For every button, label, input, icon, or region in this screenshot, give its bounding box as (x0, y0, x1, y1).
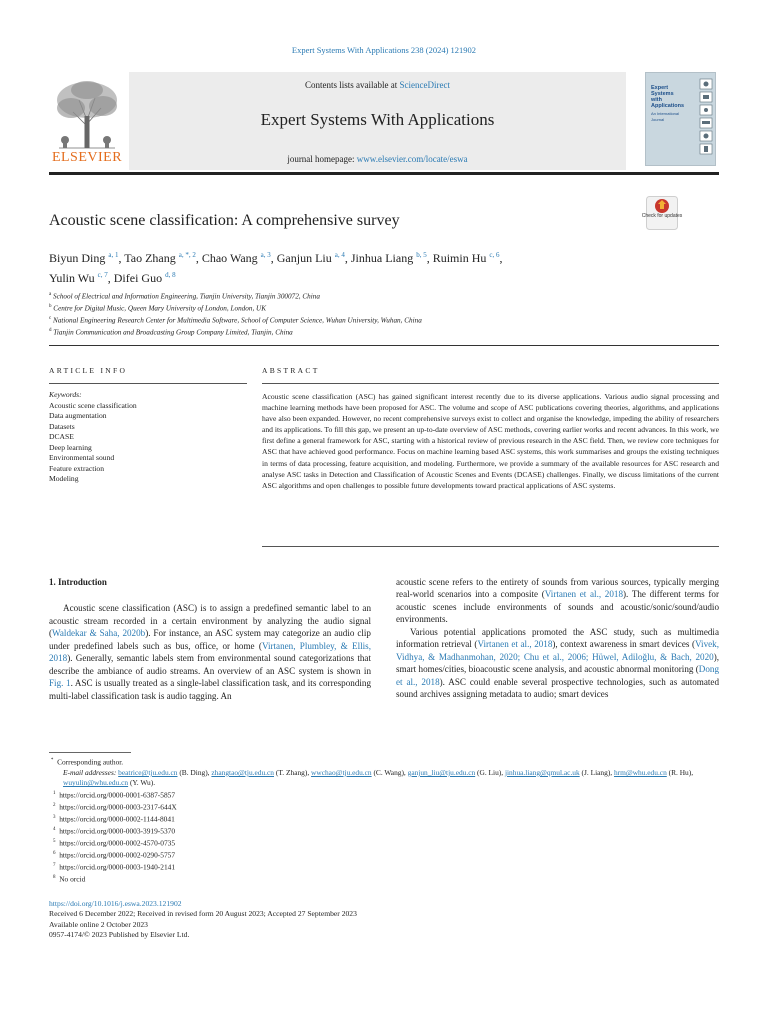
author-name: Jinhua Liang (350, 251, 414, 265)
citation-link[interactable]: Dong et al., 2018 (396, 664, 719, 687)
email-owner: (G. Liu), (475, 767, 505, 777)
abstract-heading: ABSTRACT (262, 366, 320, 375)
email-link[interactable]: jinhua.liang@qmul.ac.uk (504, 767, 580, 777)
orcid-footnote (49, 849, 719, 861)
author-name: Yulin Wu (49, 271, 95, 285)
keyword: Datasets (49, 421, 75, 431)
email-owner: (C. Wang), (371, 767, 408, 777)
section-heading: 1. Introduction (49, 577, 107, 587)
citation-link[interactable]: Virtanen et al., 2018 (477, 639, 553, 650)
author-sup[interactable]: c, 7 (97, 271, 108, 279)
orcid-text[interactable]: https://orcid.org/0000-0001-6387-5857 (55, 790, 176, 800)
author-sup[interactable]: b, 5 (416, 251, 427, 259)
affiliation (49, 290, 709, 302)
keyword: Acoustic scene classification (49, 400, 137, 410)
footnote-number: 5 (53, 838, 56, 844)
text-run: Various potential applications promoted the ASC study, such as multimedia information retrieval ( (396, 626, 719, 650)
email-link[interactable]: ganjun_liu@tju.edu.cn (407, 767, 476, 777)
received-dates: Received 6 December 2022; Received in revised form 20 August 2023; Accepted 27 September 2023 (49, 909, 357, 919)
orcid-footnote (49, 837, 719, 849)
masthead (49, 70, 713, 171)
citation-link[interactable]: Waldekar & Saha, 2020b (52, 628, 146, 639)
cover-line: Applications (651, 103, 685, 109)
affiliation-sup: c (49, 315, 52, 321)
cover-title (651, 85, 691, 123)
contents-prefix: Contents lists available at (305, 80, 400, 90)
online-date: Available online 2 October 2023 (49, 919, 148, 929)
orcid-text[interactable]: https://orcid.org/0000-0002-0290-5757 (55, 850, 176, 860)
orcid-text[interactable]: https://orcid.org/0000-0003-2317-644X (55, 802, 177, 812)
email-label: E-mail addresses: (63, 767, 119, 777)
text-run: acoustic scene refers to the entirety of sounds from various sources, typically merging real-world scenarios into a composite ( (396, 577, 719, 600)
author[interactable] (114, 271, 176, 285)
article-info-rule (49, 383, 247, 384)
footnote-number: 6 (53, 850, 56, 856)
orcid-list (49, 789, 719, 885)
abstract-rule (262, 383, 719, 384)
email-link[interactable]: wuyulin@whu.edu.cn (63, 778, 129, 788)
orcid-footnote (49, 789, 719, 801)
article-title: Acoustic scene classification: A comprehensive survey (49, 212, 400, 229)
doi-link[interactable]: https://doi.org/10.1016/j.eswa.2023.121902 (49, 899, 182, 908)
homepage-line (129, 154, 626, 164)
author-name: Difei Guo (113, 271, 163, 285)
publisher-name: ELSEVIER (51, 150, 123, 165)
text-run: ). For instance, an ASC system may categorize an audio clip under predefined labels such as bus, office, or home ( (49, 628, 371, 651)
cover-line: with (651, 97, 662, 103)
article-meta (49, 899, 549, 941)
keyword: Environmental sound (49, 453, 115, 462)
footnote-corresponding: * Corresponding author. (50, 757, 124, 767)
journal-reference[interactable]: Expert Systems With Applications 238 (2024) 121902 (291, 45, 477, 55)
orcid-footnote (49, 813, 719, 825)
keyword: Deep learning (49, 442, 92, 452)
author[interactable] (49, 251, 118, 265)
paragraph (396, 626, 719, 701)
paragraph (49, 602, 371, 702)
homepage-link[interactable]: www.elsevier.com/locate/eswa (356, 154, 468, 164)
affiliation-text: School of Electrical and Information Engineering, Tianjin University, Tianjin 300072, China (53, 292, 320, 301)
author-list: Biyun Ding $^{a, 1}$, Tao Zhang $^{a, *, 2}$, Chao Wang $^{a, 3}$, Ganjun Liu $^{a, 4}$, Jinhua Liang $^{b, 5}$, Ruimin Hu $^{c, 6}$, Yulin Wu $^{c, 7}$, Difei Guo $^{d, 8}$ (49, 251, 503, 285)
affiliations (49, 290, 709, 338)
author-sup[interactable]: a, *, 2 (178, 251, 196, 259)
homepage-prefix: journal homepage: (287, 154, 357, 164)
orcid-text[interactable]: https://orcid.org/0000-0002-1144-8041 (55, 814, 175, 824)
sciencedirect-link[interactable]: ScienceDirect (399, 80, 450, 90)
author[interactable] (202, 251, 271, 265)
author-sup[interactable]: a, 1 (108, 251, 119, 259)
author[interactable] (49, 271, 108, 285)
affiliation (49, 326, 709, 338)
orcid-footnote (49, 825, 719, 837)
affiliation-text: Centre for Digital Music, Queen Mary University of London, London, UK (53, 304, 267, 313)
orcid-text[interactable]: https://orcid.org/0000-0002-4570-0735 (55, 838, 176, 848)
orcid-footnote (49, 861, 719, 873)
text-run: ), context awareness in smart devices ( (552, 639, 696, 650)
author-name: Tao Zhang (124, 251, 176, 265)
text-run: ). The different terms for acoustic scenes include environments of sounds and acoustic/sonic/sound/audio environments. (396, 589, 719, 625)
author[interactable] (277, 251, 345, 265)
affiliation (49, 302, 709, 314)
abstract-text: Acoustic scene classification (ASC) has gained significant interest recently due to its diverse applications. Various audio signal processing and machine learning methods have been proposed for ASC. The volume and scope of ASC publications covering theories, algorithms, and applications have also been expanded. However, no recent comprehensive surveys exist to collect and organise the knowledge, impeding the ability of researchers and its applications. To fill this gap, we present an up-to-date overview of ASC methods, covering earlier works and recent advances. In this work, we first define a general framework for ASC, starting with a historical review of previous research in the ASC field. Then, we review core techniques for ASC that have achieved good performance. Focus on machine learning based ASC systems, this work summarises and groups the existing techniques in terms of data processing, feature acquisition, and modeling. Furthermore, we provide a summary of the available resources for ASC research and analyse ASC tasks in Detection and Classification of Acoustic Scenes and Events (DCASE) challenges. Finally, we discuss limitations of the current ASC algorithms and open challenges to possible future developments toward practical applications of ASC systems. (262, 392, 719, 490)
text-run: ), smart homes/cities, bioacoustic scene analysis, and acoustic abnormal monitoring ( (396, 651, 719, 675)
email-owner: (Y. Wu). (128, 778, 156, 788)
keyword: Feature extraction (49, 463, 105, 473)
author-name: Ganjun Liu (276, 251, 332, 265)
email-addresses (49, 768, 719, 789)
author-sup[interactable]: a, 3 (260, 251, 271, 259)
author-name: Ruimin Hu (432, 251, 487, 265)
author-name: Chao Wang (201, 251, 258, 265)
author-sup[interactable]: c, 6 (489, 251, 500, 259)
paragraph (396, 576, 719, 626)
footnote-number: 3 (53, 814, 56, 820)
author-sup[interactable]: a, 4 (334, 251, 345, 259)
text-run: ). Generally, semantic labels stem from environmental sound categorizations that describe the ambiance of audio streams. An overview of an ASC system is shown in (49, 653, 371, 676)
footnote-number: 2 (53, 802, 56, 808)
header-divider (49, 345, 719, 346)
abstract-bottom-rule (262, 546, 719, 547)
email-link[interactable]: zhangtao@tju.edu.cn (211, 767, 275, 777)
author[interactable] (124, 251, 196, 265)
affiliation-text: National Engineering Research Center for Multimedia Software, School of Computer Science, Wuhan University, Wuhan, China (53, 316, 422, 325)
email-link[interactable]: hrm@whu.edu.cn (613, 767, 667, 777)
author[interactable] (351, 251, 427, 265)
cover-icons (699, 77, 713, 161)
citation-link[interactable]: Fig. 1 (49, 678, 71, 689)
journal-name: Expert Systems With Applications (260, 110, 495, 129)
text-run: Acoustic scene classification (ASC) is to assign a predefined semantic label to an acoustic stream recorded in a certain environment by analyzing the audio signal ( (49, 603, 371, 639)
keywords-block (49, 390, 239, 485)
affiliation-sup: a (49, 292, 52, 297)
email-owner: (R. Hu), (666, 767, 694, 777)
citation-link[interactable]: Virtanen, Plumbley, & Ellis, 2018 (49, 640, 371, 664)
keywords-label: Keywords: (49, 390, 82, 399)
copyright: 0957-4174/© 2023 Published by Elsevier Ltd. (49, 930, 190, 940)
check-for-updates-label[interactable]: Check for updates (641, 213, 683, 219)
footnote-rule (49, 752, 131, 753)
keyword: DCASE (49, 432, 74, 441)
email-link[interactable]: wwchao@tju.edu.cn (311, 767, 372, 777)
email-owner: (B. Ding), (177, 767, 212, 777)
cover-line: Systems (651, 91, 674, 97)
author[interactable] (433, 251, 500, 265)
author-name: Biyun Ding (49, 251, 106, 265)
orcid-text[interactable]: https://orcid.org/0000-0003-3919-5370 (55, 826, 176, 836)
keyword: Data augmentation (49, 411, 107, 420)
intro-left-column (49, 576, 371, 702)
text-run: . ASC is usually treated as a single-label classification task, and its corresponding multi-label classification task is audio tagging. An (49, 678, 371, 701)
orcid-text[interactable]: https://orcid.org/0000-0003-1940-2141 (55, 862, 176, 872)
journal-cover (645, 72, 716, 166)
orcid-footnote (49, 873, 719, 885)
affiliation-sup: b (49, 303, 52, 309)
keyword: Modeling (49, 474, 79, 483)
citation-link[interactable]: Vivek, Vidhya, & Madhanmohan, 2020; Chu et al., 2006; Hüwel, Adiloğlu, & Bach, 2020 (396, 639, 719, 662)
footnote-number: 8 (53, 874, 56, 880)
footnotes (49, 756, 719, 885)
corresponding-note: Corresponding author. (57, 757, 124, 767)
affiliation-text: Tianjin Communication and Broadcasting Group Company Limited, Tianjin, China (53, 328, 293, 337)
masthead-box (129, 72, 626, 170)
orcid-text: No orcid (55, 874, 86, 884)
article-info-heading: ARTICLE INFO (49, 366, 128, 375)
footnote-number: 4 (53, 826, 56, 832)
email-link[interactable]: beatrice@tju.edu.cn (118, 767, 178, 777)
email-owner: (J. Liang), (579, 767, 614, 777)
footnote-number: 7 (53, 862, 56, 868)
intro-right-column (396, 576, 719, 701)
affiliation (49, 314, 709, 326)
orcid-footnote (49, 801, 719, 813)
affiliation-sup: d (49, 327, 52, 333)
footnote-number: 1 (53, 790, 56, 796)
cover-subtitle: An International Journal (651, 111, 680, 122)
citation-link[interactable]: Virtanen et al., 2018 (544, 589, 623, 600)
author-sup[interactable]: d, 8 (165, 271, 176, 279)
cover-line: Expert (651, 85, 669, 91)
contents-line (129, 80, 626, 90)
masthead-rule (49, 172, 719, 175)
email-owner: (T. Zhang), (274, 767, 312, 777)
text-run: ). ASC could enable several prospective technologies, such as automated sound archives assigning metadata to audio; smart devices (396, 676, 719, 700)
